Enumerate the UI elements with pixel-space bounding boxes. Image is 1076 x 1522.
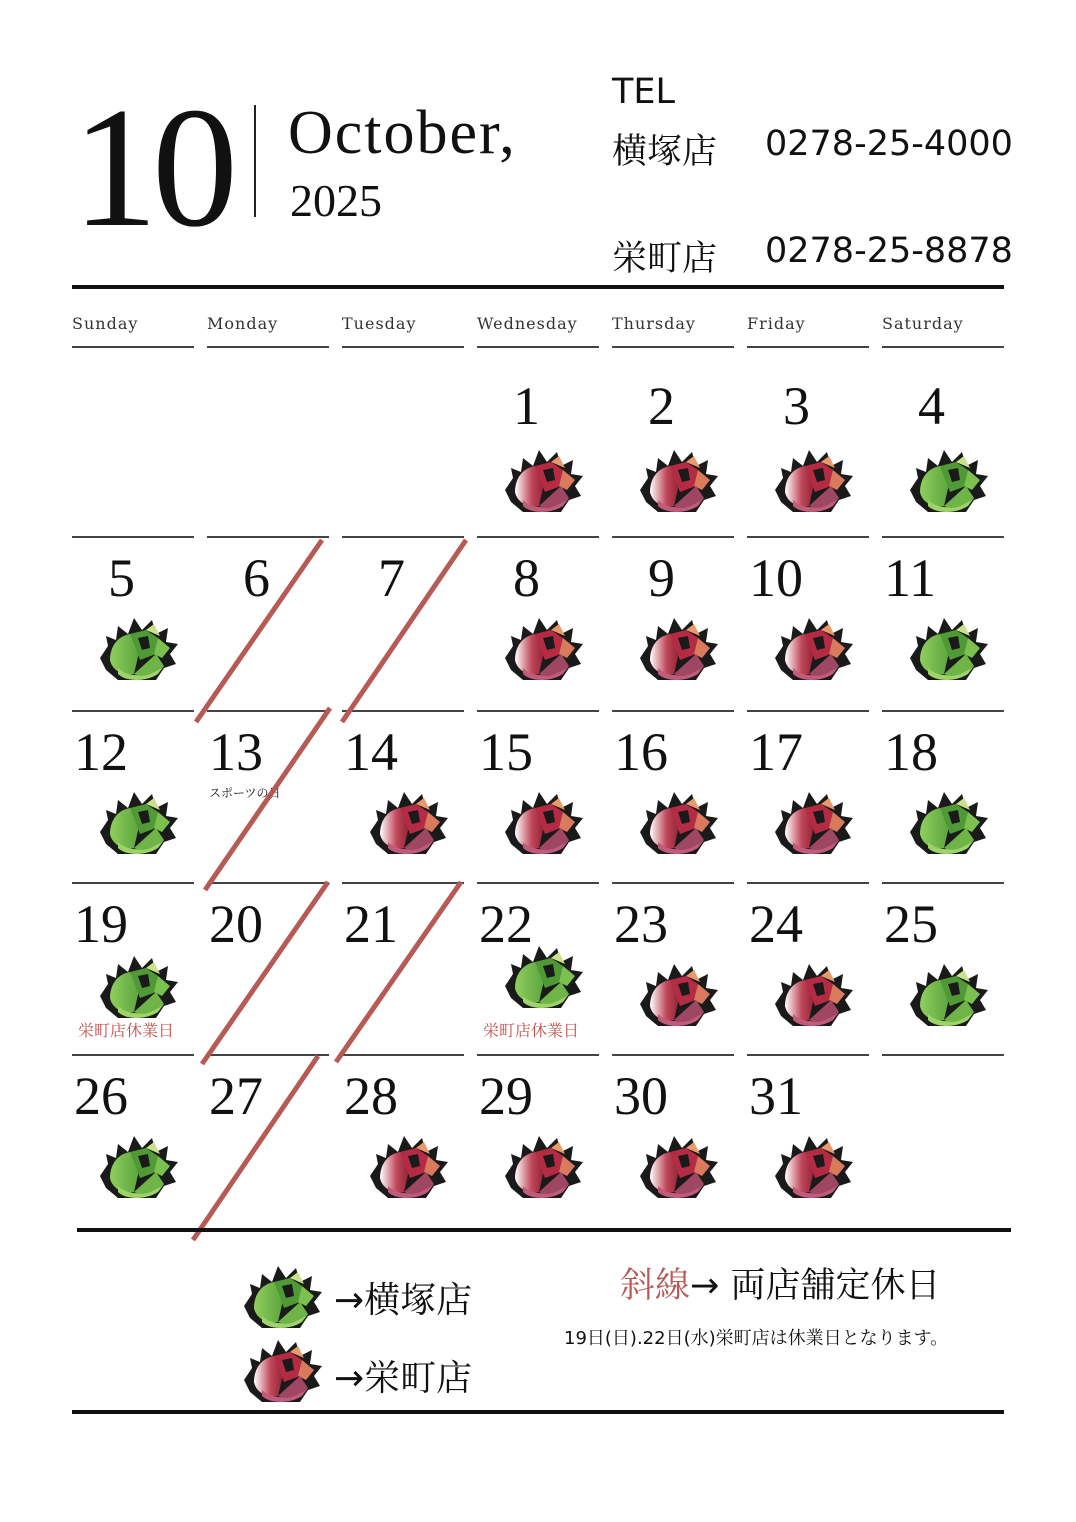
slash-20-27 — [202, 882, 328, 1064]
weekday-friday: Friday — [747, 314, 806, 333]
day-number-27: 27 — [209, 1066, 263, 1126]
shaded-word: 斜線 — [620, 1266, 691, 1306]
legend-green-label: →横塚店 — [334, 1280, 473, 1321]
day-number-10: 10 — [749, 548, 803, 608]
day-number-28: 28 — [344, 1066, 398, 1126]
day-number-22: 22 — [479, 894, 533, 954]
month-name: October, — [288, 99, 517, 167]
weekday-sunday: Sunday — [72, 314, 139, 333]
footer-rule — [72, 1410, 1004, 1414]
store-name-sakaemachi: 栄町店 — [612, 239, 718, 279]
day-number-6: 6 — [243, 548, 270, 608]
legend-top-rule — [77, 1228, 1011, 1232]
day-number-1: 1 — [513, 376, 540, 436]
day-number-2: 2 — [648, 376, 675, 436]
day-number-13: 13 — [209, 722, 263, 782]
weekday-tuesday: Tuesday — [342, 314, 417, 333]
store-phone-sakaemachi: 0278-25-8878 — [765, 231, 1013, 271]
day-number-20: 20 — [209, 894, 263, 954]
day-number-12: 12 — [74, 722, 128, 782]
day-number-8: 8 — [513, 548, 540, 608]
day-number-9: 9 — [648, 548, 675, 608]
day-number-18: 18 — [884, 722, 938, 782]
day-number-5: 5 — [108, 548, 135, 608]
day-number-16: 16 — [614, 722, 668, 782]
day-number-14: 14 — [344, 722, 398, 782]
day-number-25: 25 — [884, 894, 938, 954]
slash-6-13 — [196, 540, 322, 722]
day-number-17: 17 — [749, 722, 803, 782]
slash-13 — [205, 708, 330, 890]
store-phone-yokotsuka: 0278-25-4000 — [765, 124, 1013, 164]
day-number-15: 15 — [479, 722, 533, 782]
tel-label: TEL — [612, 72, 675, 112]
slash-21 — [336, 882, 461, 1062]
day-number-4: 4 — [918, 376, 945, 436]
weekday-wednesday: Wednesday — [477, 314, 578, 333]
store-name-yokotsuka: 横塚店 — [612, 132, 718, 172]
day-number-23: 23 — [614, 894, 668, 954]
day-number-3: 3 — [783, 376, 810, 436]
day-number-7: 7 — [378, 548, 405, 608]
day-number-21: 21 — [344, 894, 398, 954]
closure-note: 19日(日).22日(水)栄町店は休業日となります。 — [564, 1328, 949, 1349]
day-number-26: 26 — [74, 1066, 128, 1126]
year: 2025 — [290, 175, 382, 226]
day-number-19: 19 — [74, 894, 128, 954]
shaded-legend-text: → 両店舗定休日 — [690, 1266, 941, 1306]
shaded-legend — [620, 1258, 940, 1308]
slash-7-14 — [342, 540, 466, 722]
store-closed-note: 栄町店休業日 — [483, 1021, 580, 1040]
day-number-24: 24 — [749, 894, 803, 954]
day-number-30: 30 — [614, 1066, 668, 1126]
holiday-note: スポーツの日 — [209, 786, 281, 800]
slash-27 — [193, 1056, 318, 1240]
day-number-29: 29 — [479, 1066, 533, 1126]
red-succulent-icon — [240, 1330, 324, 1406]
day-number-11: 11 — [884, 548, 936, 608]
weekday-monday: Monday — [207, 314, 279, 333]
weekday-thursday: Thursday — [612, 314, 696, 333]
weekday-saturday: Saturday — [882, 314, 964, 333]
legend-red-label: →栄町店 — [334, 1358, 473, 1399]
store-closed-note: 栄町店休業日 — [78, 1021, 175, 1040]
day-number-31: 31 — [749, 1066, 803, 1126]
month-number: 10 — [72, 73, 232, 263]
green-succulent-icon — [240, 1256, 324, 1332]
